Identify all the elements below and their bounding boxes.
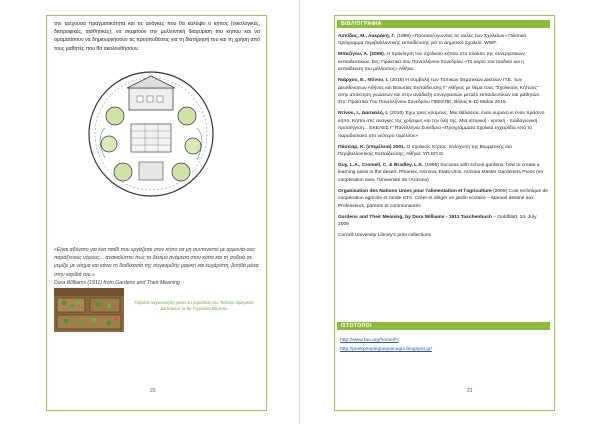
quote-text: «Είναι αδύνατο για ένα παιδί που εργάζεται στον κήπο να μη συντονιστεί με αρμονία-ους παράξενους νόμους... ανακαλύπτει πως το δέσιμο ανάμεσα στον κόπο και τη σοδειά σε γεμίζει με νόημα και κάνει τη διαδικασία της συγκομιδής μαγική και ευχάριστη, βοηθά μέσα στην καρδιά του.» bbox=[54, 247, 259, 278]
reference-list bbox=[338, 33, 548, 243]
garden-photo bbox=[54, 288, 124, 332]
intro-paragraph: την τρέχουσα πραγματικότητα και τις ανάγκες που θα καλύψει ο κήπος (οικολογικές, διατροφικές, αισθητικές), να σκεφτούν την μελλοντική διαχείριση του κήπου και να οραματίσουν να δημιουργήσουν τις προϋποθέσεις για τη διατήρησή του και τη χρήση από τους μαθητές που θα ακολουθήσουν. bbox=[54, 21, 260, 52]
reference-item bbox=[338, 33, 548, 48]
reference-text: – Goldblatt, 24. July 2009 bbox=[338, 214, 537, 228]
reference-author: Μπαζίγου, Α. (2009). bbox=[338, 52, 386, 58]
reference-text: (2015) Η συμβολή των Τοπικών Θεματικών Δικτύων Π.Ε. των Διευθύνσεων Αθήνας και Βοιωτίας Εκπαίδευσης Γ' Αθήνας με θέμα τους "Σχολικούς Κήπους" στην απόκτηση γνώσεων και στην ανάδειξη συνεργασιών μεταξύ εκπαιδευτικών και μαθητών. Στο: Πρακτικά 7ου Πανελλήνιου Συνεδρίου ΠΕΕΚΠΕ, Βόλος 8-10 Μαΐου 2015. bbox=[338, 78, 541, 106]
reference-text: Ο σχολικός Κήπος. Ενίσχυση της Βιωματικής και Περιβαλλοντικής Εκπαίδευσης. Αθήνα: ΥΠ.ΕΠ.Θ. bbox=[338, 144, 512, 158]
link-fao[interactable]: http://www.fao.org/home/fr/ bbox=[340, 338, 399, 343]
reference-text: (1999) «Προσανζύγωντας τις αυλές των Σχολείων» Πιλοτικό πρόγραμμα περιβαλλοντικής εκπαίδευσης για το Δημοτικό Σχολείο. WWF. bbox=[338, 34, 527, 47]
page-number-left: 20 bbox=[150, 388, 156, 394]
school-garden-sketch-icon bbox=[85, 68, 217, 200]
reference-item bbox=[338, 77, 548, 107]
reference-author: Πάσσαρ, Κ. (επιμέλεια) 2001. bbox=[338, 144, 406, 150]
page-number-right: 21 bbox=[467, 388, 473, 394]
reference-item bbox=[338, 162, 548, 184]
reference-item bbox=[338, 144, 548, 159]
reference-text: Cornell University Library's print collections bbox=[338, 233, 432, 239]
reference-item bbox=[338, 232, 548, 239]
quote-author: Dora Williams (1911) from Gardens and Their Meaning bbox=[54, 279, 180, 286]
reference-author: Gardens and Their Meaning, by Dora Williams - 1911 Taschenbuch bbox=[338, 214, 492, 220]
reference-author: Νιάρχου, Ε., Ντίνου, Ι. bbox=[338, 78, 389, 84]
reference-text: Η πρόκληση του σχολικού κήπου στο πλαίσιο της συνεργατικών εκπαιδευτικών. Εις: Πρακτικά 4ου Πανελλήνιου Συνεδρίου «Το αύριο του παιδιού και η εκπαίδευση του μέλλοντος» Αθήνα. bbox=[338, 52, 525, 73]
reference-item bbox=[338, 110, 548, 140]
reference-text: (1996) Success with school gardens: how to create a learning oasis in the desert. Phoenix, Arizona, Etats-Unis, Arizona Master Gardeners Press (en coopération avec l'Université de l'Arizona) bbox=[338, 163, 544, 183]
reference-text: (2016) Έχω τρεις κόσμους. Μια θάλασσα, έναν ουρανό κι έναν πράσινο κήπο. Κήποι στις ανάγκες της χρήσιμες και την ύλη της. Μια ιστορική - κριτική - παιδαγωγική προσέγγιση... ΕΚΕΛΕΣ Γ' Πανελλήνια Συνέδριο «Προγράμματα Σχολικά εγχειρίδια Από το παραδοσιακό στο νεότερο τομέλλον» bbox=[338, 111, 545, 139]
link-blogspot[interactable]: http://peekpeeplegiaspainagia.blogspot.gr/ bbox=[340, 347, 432, 352]
quote-block bbox=[54, 246, 260, 287]
reference-author: Organisation des Nations Unies pour l'alimentation et l'agriculture bbox=[338, 188, 492, 194]
websites-heading: ΙΣΤΟΤΟΠΟΙ bbox=[337, 322, 550, 330]
reference-author: Guy, L.A., Cromell, C. & Bradley, L.K. bbox=[338, 163, 424, 169]
reference-text: (2009) Cost technique de coopération agricole et rurale CTA. Créer et diriger un jardin scolaire – Manuel destiné aux Professeurs, parents et communautés bbox=[338, 188, 548, 209]
website-links bbox=[340, 336, 548, 354]
reference-item bbox=[338, 188, 548, 210]
bibliography-heading: ΒΙΒΛΙΟΓΡΑΦΙΑ bbox=[337, 20, 550, 28]
reference-author: Ντίνου, Ι., Δασκαλή, Ι. bbox=[338, 111, 389, 117]
reference-item bbox=[338, 51, 548, 73]
reference-author: Ασκίδας, Μ., Λυκράκη, Γ. bbox=[338, 34, 396, 39]
reference-item bbox=[338, 214, 548, 229]
photo-caption: Γαϊμάτα λαχανοκήπη γιατα 1ο γυμνάσιο του Τσίπιου Ωμεγικού Δικτυακού το 6ο Γυμνάσιο Βόρειου bbox=[134, 300, 254, 312]
